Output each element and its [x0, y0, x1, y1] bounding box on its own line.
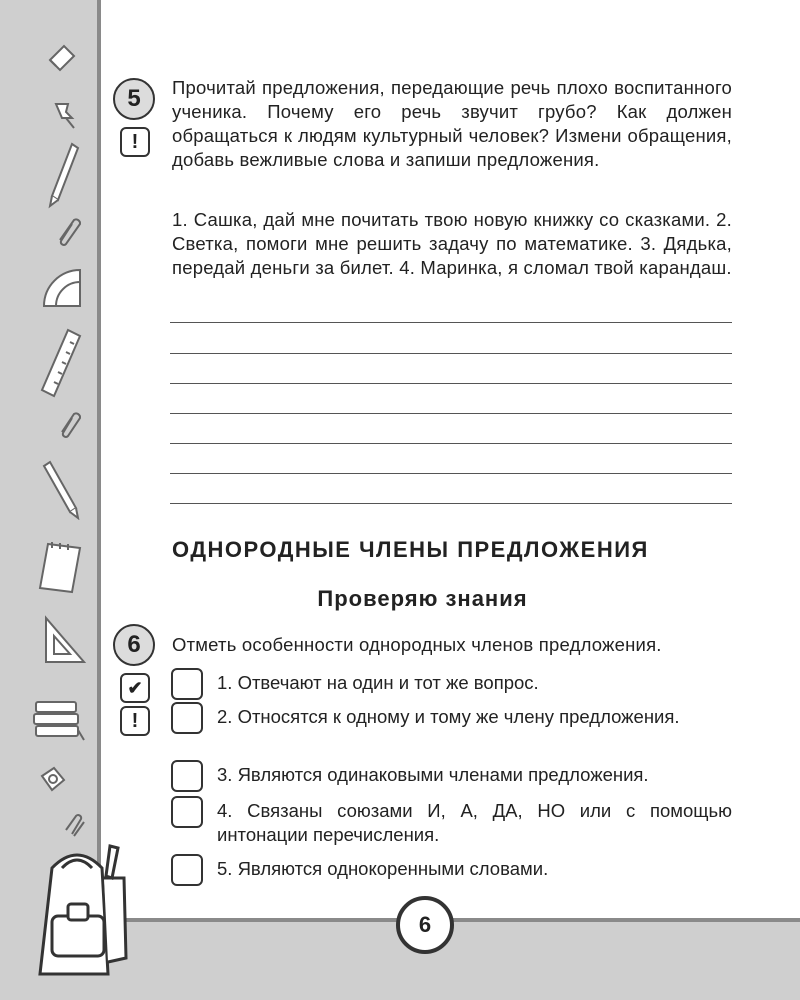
writing-line[interactable] — [170, 473, 732, 474]
option-4-text: 4. Связаны союзами И, А, ДА, НО или с помощью интонации перечисления. — [217, 800, 732, 845]
option-4-checkbox[interactable] — [171, 796, 203, 828]
paper-clips-icon — [60, 808, 90, 842]
task-5-important-mark: ! — [120, 127, 150, 157]
eraser-icon — [44, 38, 80, 74]
section-title: ОДНОРОДНЫЕ ЧЛЕНЫ ПРЕДЛОЖЕНИЯ — [172, 537, 649, 562]
option-3-text: 3. Являются одинаковыми членами предложения. — [217, 764, 649, 785]
pushpin-icon — [48, 98, 82, 132]
option-1-checkbox[interactable] — [171, 668, 203, 700]
task-6-number: 6 — [113, 624, 155, 666]
writing-line[interactable] — [170, 322, 732, 323]
sidebar-border — [97, 0, 101, 920]
writing-line[interactable] — [170, 443, 732, 444]
option-5-checkbox[interactable] — [171, 854, 203, 886]
paperclip-icon — [52, 212, 82, 248]
writing-line[interactable] — [170, 353, 732, 354]
task-6-instruction: Отметь особенности однородных членов предложения. — [172, 634, 662, 655]
pen-icon — [44, 140, 84, 210]
option-2-checkbox[interactable] — [171, 702, 203, 734]
triangle-ruler-icon — [40, 614, 88, 666]
task-5-number: 5 — [113, 78, 155, 120]
backpack-icon — [22, 838, 132, 978]
option-2-text: 2. Относятся к одному и тому же члену предложения. — [217, 706, 680, 727]
task-6-check-mark: ✔ — [120, 673, 150, 703]
task-5-sentences: 1. Сашка, дай мне почитать твою новую книжку со сказками. 2. Светка, помоги мне решить задачу по математике. 3. Дядька, передай деньги за билет. 4. Маринка, я сломал твой карандаш. — [172, 209, 732, 278]
paperclip-icon — [54, 406, 82, 440]
writing-line[interactable] — [170, 503, 732, 504]
option-1-text: 1. Отвечают на один и тот же вопрос. — [217, 672, 539, 693]
page-number: 6 — [396, 896, 454, 954]
books-icon — [30, 696, 86, 742]
writing-line[interactable] — [170, 383, 732, 384]
option-3-checkbox[interactable] — [171, 760, 203, 792]
sharpener-icon — [36, 762, 70, 796]
task-5-instruction: Прочитай предложения, передающие речь плохо воспитанного ученика. Почему его речь звучит грубо? Как должен обращаться к людям культурный человек? Измени обращения, добавь вежливые слова и запиши предложения. — [172, 77, 732, 170]
protractor-icon — [36, 262, 86, 312]
option-5-text: 5. Являются однокоренными словами. — [217, 858, 549, 879]
sub-title: Проверяю знания — [317, 586, 528, 611]
writing-line[interactable] — [170, 413, 732, 414]
task-6-important-mark: ! — [120, 706, 150, 736]
pencil-icon — [40, 460, 80, 520]
ruler-icon — [38, 328, 84, 398]
